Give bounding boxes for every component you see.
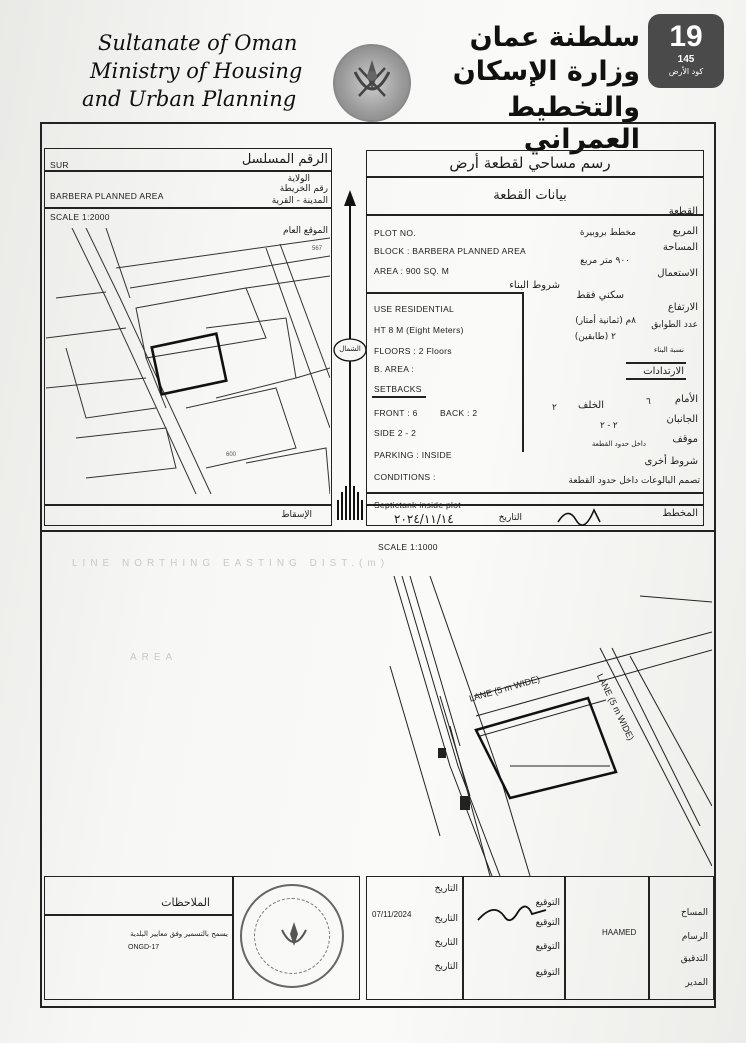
floors-ar: عدد الطوابق	[651, 320, 698, 330]
city-label: المدينة - القرية	[271, 196, 328, 206]
header-ar-line2: وزارة الإسكان	[452, 56, 640, 87]
draftsman-label: الرسام	[681, 932, 708, 942]
back-en: BACK : 2	[440, 408, 478, 418]
lane-label-east: LANE (5 m WIDE)	[595, 672, 637, 743]
back-val-ar: ٢	[552, 402, 557, 412]
front-val-ar: ٦	[646, 396, 651, 406]
map-number-label: رقم الخريطة	[279, 184, 328, 194]
draftsman-sig-label: التوقيع	[535, 918, 560, 928]
coordinates-table-header: LINE NORTHING EASTING DIST.(m)	[72, 558, 390, 569]
block-en: BLOCK : BARBERA PLANNED AREA	[374, 246, 527, 256]
header-en-line3: and Urban Planning	[82, 87, 297, 111]
official-stamp-icon	[240, 884, 344, 988]
use-en: USE RESIDENTIAL	[374, 304, 455, 314]
wilayat-value: SUR	[50, 160, 69, 170]
date-value: ٢٠٢٤/١١/١٤	[394, 512, 454, 526]
conditions-en: CONDITIONS :	[374, 472, 436, 482]
front-en: FRONT : 6	[374, 408, 418, 418]
header-en-line2: Ministry of Housing	[90, 59, 303, 83]
projection-label: الإسقاط	[281, 510, 312, 520]
wilayat-label: الولاية	[287, 174, 310, 184]
plot-no-ar: القطعة	[668, 206, 698, 217]
block-value-ar: مخطط بروبيرة	[579, 228, 636, 238]
area-value-ar: ٩٠٠ متر مربع	[580, 256, 630, 266]
map-sheet-number: 567	[312, 246, 323, 252]
draftsman-date-label: التاريخ	[434, 914, 458, 924]
header-ar-line3: والتخطيط العمراني	[507, 92, 640, 155]
building-conditions-ar: شروط البناء	[509, 280, 560, 291]
back-ar: الخلف	[578, 400, 604, 411]
area-ar: المساحة	[662, 242, 698, 253]
plot-layout-map	[380, 576, 712, 876]
audit-label: التدقيق	[680, 954, 708, 964]
badge-code: 145	[677, 54, 695, 65]
land-code-badge	[648, 14, 724, 88]
location-map	[46, 228, 330, 494]
north-label: الشمال	[339, 345, 361, 353]
ratio-ar: نسبة البناء	[653, 346, 684, 354]
septic-ar: تصمم البالوعات داخل حدود القطعة	[568, 476, 700, 486]
header-en-line1: Sultanate of Oman	[98, 31, 298, 55]
planner-ar: المخطط	[662, 508, 698, 519]
setbacks-ar: الارتدادات	[643, 366, 684, 377]
ongd-code: ONGD-17	[128, 944, 160, 951]
plot-survey-title: رسم مساحي لقطعة أرض	[449, 154, 611, 172]
parking-value-ar: داخل حدود القطعة	[591, 440, 646, 448]
height-ar: الارتفاع	[667, 302, 698, 313]
sides-ar: الجانبان	[666, 414, 698, 425]
location-label: الموقع العام	[283, 226, 328, 236]
surveyor-name: HAAMED	[602, 928, 637, 937]
area-en: AREA : 900 SQ. M	[374, 266, 450, 276]
director-label: المدير	[685, 978, 708, 988]
audit-sig-label: التوقيع	[535, 942, 560, 952]
north-arrow-icon	[330, 190, 370, 526]
ht-en: HT 8 M (Eight Meters)	[374, 325, 464, 335]
director-date-label: التاريخ	[434, 962, 458, 972]
area-ghost-label: AREA	[130, 652, 178, 663]
use-value-ar: سكني فقط	[576, 290, 624, 301]
survey-date: 07/11/2024	[372, 910, 412, 919]
planner-signature	[554, 502, 604, 533]
oman-emblem-icon	[333, 44, 411, 122]
parking-en: PARKING : INSIDE	[374, 450, 452, 460]
date-ar: التاريخ	[498, 513, 522, 523]
side-en: SIDE 2 - 2	[374, 428, 417, 438]
floors-value-ar: ٢ (طابقين)	[574, 332, 616, 342]
setbacks-en: SETBACKS	[374, 384, 422, 394]
surveyor-signature	[474, 896, 550, 935]
floors-en: FLOORS : 2 Floors	[374, 346, 452, 356]
note-text: يسمح بالتسمير وفق معايير البلدية	[130, 930, 228, 938]
city-value: BARBERA PLANNED AREA	[50, 191, 164, 201]
front-ar: الأمام	[674, 394, 698, 405]
lane-label-north: LANE (5 m WIDE)	[468, 673, 541, 704]
surveyor-date-label: التاريخ	[434, 884, 458, 894]
height-value-ar: ٨م (ثمانية أمتار)	[575, 316, 636, 326]
scale-1000: SCALE 1:1000	[378, 542, 438, 552]
plot-no-en: PLOT NO.	[374, 228, 416, 238]
scale-2000: SCALE 1:2000	[50, 212, 110, 222]
notes-label: الملاحظات	[161, 896, 210, 909]
b-area-en: B. AREA :	[374, 364, 415, 374]
use-ar: الاستعمال	[657, 268, 698, 279]
surveyor-label: المساح	[680, 908, 708, 918]
audit-date-label: التاريخ	[434, 938, 458, 948]
serial-number-label: الرقم المسلسل	[241, 152, 328, 167]
parking-ar: موقف	[672, 434, 698, 445]
director-sig-label: التوقيع	[535, 968, 560, 978]
header-ar-line1: سلطنة عمان	[469, 22, 640, 53]
other-conditions-ar: شروط أخرى	[644, 456, 698, 467]
sides-val-ar: ٢ - ٢	[600, 420, 618, 430]
lot-number-label: 600	[226, 452, 237, 458]
surveyor-sig-label: التوقيع	[535, 898, 560, 908]
plot-data-subtitle: بيانات القطعة	[493, 188, 567, 203]
block-ar: المربع	[672, 226, 698, 237]
badge-caption: كود الأرض	[668, 67, 704, 76]
badge-number: 19	[669, 20, 703, 53]
